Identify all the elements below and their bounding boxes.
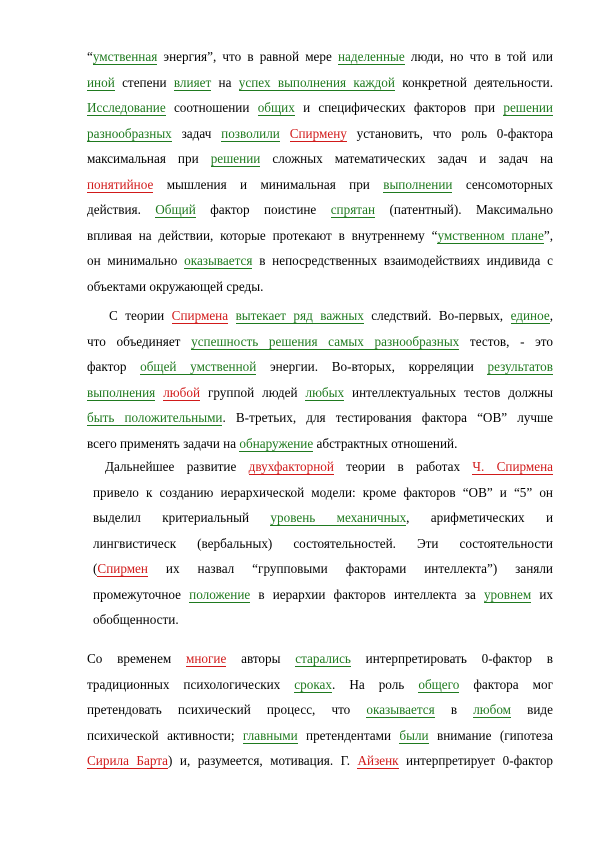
text-line [87, 150, 553, 168]
highlight-red: Спирмену [289, 125, 347, 141]
highlight-green: вытекает ряд важных [235, 308, 364, 323]
text-run: претендовать психический процесс, что [87, 702, 367, 717]
highlight-green: сроках [294, 676, 332, 692]
text-run: фактор [87, 359, 141, 374]
highlight-green: успех выполнения каждой [238, 74, 395, 90]
highlight-red: Айзенк [357, 753, 399, 768]
text-line [87, 227, 553, 245]
highlight-green: обнаружение [239, 435, 314, 451]
highlight-red: Сирила Барта [87, 753, 169, 768]
highlight-green: оказывается [184, 253, 253, 268]
text-run: виде [511, 702, 553, 717]
text-run: их назвал “групповыми факторами интеллекта”) заняли [147, 561, 553, 576]
highlight-green: оказывается [366, 702, 435, 717]
text-run: (патентный). Максимально [375, 202, 553, 217]
text-run: всего применять задачи на [87, 435, 240, 451]
highlight-green: умственная [92, 49, 158, 64]
text-line [105, 458, 553, 476]
text-run: следствий. Во-первых, [363, 308, 511, 323]
text-run: энергия”, что в равной мере [157, 49, 338, 64]
text-run [280, 126, 290, 141]
text-run: в иерархии факторов интеллекта за [250, 586, 484, 602]
text-run: внимание (гипотеза [428, 727, 553, 743]
text-run: , [549, 308, 554, 323]
highlight-green: любых [305, 384, 345, 400]
highlight-green: выполнения [87, 384, 156, 400]
highlight-green: решении [503, 100, 553, 115]
highlight-green: выполнении [383, 176, 453, 192]
text-line [87, 278, 553, 296]
highlight-green: уровнем [483, 586, 532, 602]
text-run: интерпретировать 0-фактор в [350, 651, 553, 666]
text-run: что объединяет [87, 333, 192, 349]
text-run: впливая на действии, которые протекают в внутреннему “ [87, 227, 438, 243]
text-run: традиционных психологических [87, 676, 295, 692]
text-line [87, 125, 553, 143]
highlight-green: разнообразных [87, 125, 172, 141]
text-run: максимальная при [87, 151, 211, 166]
highlight-green: общего [418, 676, 460, 692]
highlight-green: положение [189, 586, 251, 602]
text-run: авторы [226, 651, 296, 666]
text-line [87, 48, 553, 66]
text-run: лингвистическ (вербальных) состоятельностей. Эти состоятельности [93, 535, 553, 551]
text-line [87, 435, 553, 453]
text-line [93, 484, 553, 502]
text-run: претендентами [297, 727, 400, 743]
text-line [87, 650, 553, 668]
highlight-green: Общий [155, 202, 196, 217]
text-run: действия. [87, 202, 156, 217]
text-line [87, 333, 553, 351]
highlight-green: любом [473, 702, 512, 717]
highlight-red: Спирмен [97, 561, 148, 576]
text-run: , арифметических и [406, 510, 553, 525]
text-run: мышления и минимальная при [153, 176, 384, 192]
text-line [87, 358, 553, 376]
text-run: фактор поистине [195, 202, 331, 217]
text-run: Со временем [87, 651, 187, 666]
text-line [87, 99, 553, 117]
text-line [87, 74, 553, 92]
text-run [228, 308, 235, 323]
highlight-green: умственном плане [437, 227, 544, 243]
highlight-green: решении [210, 151, 261, 166]
text-run: . В-третьих, для тестирования фактора “ОВ” лучше [222, 410, 554, 425]
text-run: выделил критериальный [93, 510, 271, 525]
text-run: “ [87, 49, 93, 64]
highlight-green: спрятан [330, 202, 376, 217]
highlight-green: позволили [221, 125, 280, 141]
text-run: . На роль [332, 676, 419, 692]
text-run: установить, что роль 0-фактора [346, 125, 554, 141]
text-run: психической активности; [87, 727, 243, 743]
highlight-green: общей умственной [140, 359, 257, 374]
text-line [93, 586, 553, 604]
text-run: интеллектуальных тестов должны [344, 384, 553, 400]
text-run: сенсомоторных [452, 176, 553, 192]
text-run: в [434, 702, 474, 717]
text-run: объектами окружающей среды. [87, 278, 264, 294]
text-line [93, 509, 553, 527]
highlight-red: любой [163, 384, 201, 400]
text-line [87, 752, 553, 770]
highlight-red: двухфакторной [248, 459, 334, 474]
highlight-green: Исследование [87, 100, 166, 115]
text-run: ( [93, 561, 98, 576]
highlight-green: уровень механичных [270, 510, 407, 525]
text-line [87, 676, 553, 694]
text-line [87, 727, 553, 745]
text-run: их [531, 586, 553, 602]
highlight-green: общих [257, 100, 295, 115]
text-line [87, 384, 553, 402]
text-line [87, 252, 553, 270]
text-run: привело к созданию иерархической модели: кроме факторов “ОВ” и “5” он [93, 484, 553, 500]
text-run: фактора мог [459, 676, 553, 692]
highlight-green: результатов [487, 359, 553, 374]
text-run: энергии. Во-вторых, корреляции [256, 359, 488, 374]
text-line [93, 611, 553, 629]
text-run: и специфических факторов при [294, 100, 504, 115]
text-run: степени [114, 74, 174, 90]
text-run: промежуточное [93, 586, 190, 602]
highlight-red: Ч. Спирмена [472, 459, 554, 474]
text-run: Дальнейшее развитие [105, 459, 249, 474]
highlight-green: успешность решения самых разнообразных [191, 333, 460, 349]
text-run: обобщенности. [93, 612, 179, 627]
highlight-green: старались [295, 651, 351, 666]
highlight-green: иной [87, 74, 115, 90]
highlight-green: быть положительными [87, 410, 223, 425]
text-run: ”, [543, 227, 553, 243]
text-line [109, 307, 553, 325]
highlight-red: многие [186, 651, 227, 666]
text-run: теории в работах [333, 459, 473, 474]
text-run: конкретной деятельности. [394, 74, 553, 90]
highlight-green: наделенные [338, 49, 405, 64]
text-run: соотношении [165, 100, 258, 115]
highlight-green: влияет [173, 74, 212, 90]
text-run: задач [171, 125, 222, 141]
text-run: С теории [109, 308, 172, 323]
highlight-green: единое [510, 308, 550, 323]
text-run: группой людей [200, 384, 306, 400]
text-line [87, 201, 553, 219]
text-run: на [211, 74, 239, 90]
text-run: абстрактных отношений. [313, 435, 458, 451]
text-line [87, 409, 553, 427]
text-run: тестов, - это [459, 333, 553, 349]
text-run: в непосредственных взаимодействиях индивида с [252, 253, 554, 268]
highlight-red: понятийное [87, 176, 154, 192]
text-run: люди, но что в той или [404, 49, 553, 64]
text-run: ) и, разумеется, мотивация. Г. [168, 753, 358, 768]
text-run: он минимально [87, 253, 185, 268]
text-line [93, 535, 553, 553]
highlight-red: Спирмена [171, 308, 229, 323]
text-run: интерпретирует 0-фактор [398, 753, 554, 768]
text-run: сложных математических задач и задач на [260, 151, 553, 166]
highlight-green: были [399, 727, 429, 743]
text-line [93, 560, 553, 578]
highlight-green: главными [242, 727, 298, 743]
text-line [87, 176, 553, 194]
text-line [87, 701, 553, 719]
